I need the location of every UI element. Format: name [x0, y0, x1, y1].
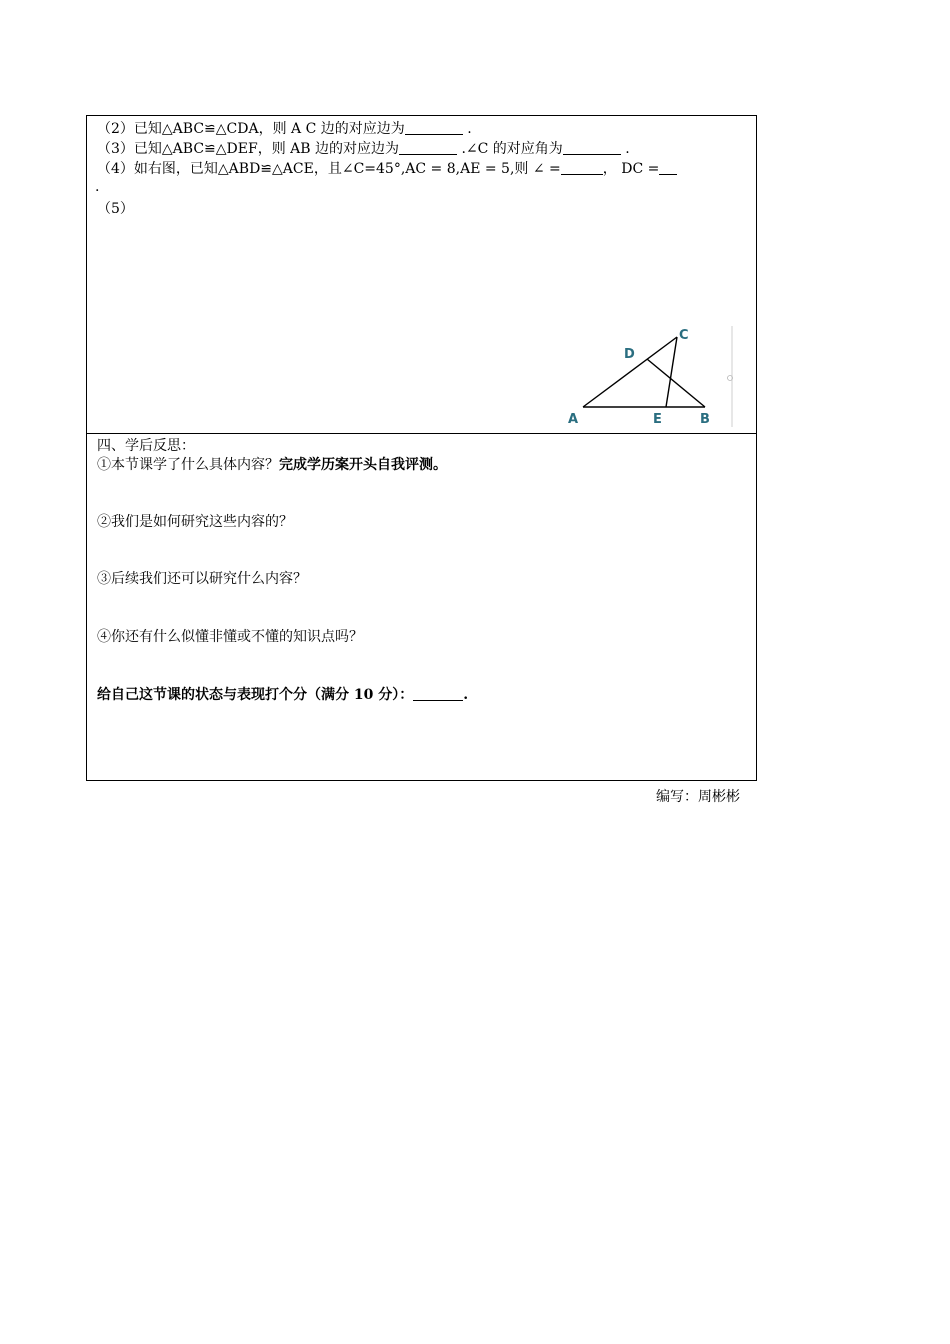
reflection-item-2: ②我们是如何研究这些内容的？: [97, 514, 293, 530]
questions-box: [86, 115, 757, 434]
answer-blank[interactable]: [563, 140, 621, 155]
answer-blank[interactable]: [405, 120, 463, 135]
question-5: （5）: [97, 201, 134, 217]
line-ec: [666, 337, 677, 407]
question-4: （4）如右图，已知△ABD≌△ACE，且∠C=45°,AC = 8,AE = 5,则 ∠ = ， DC =: [97, 160, 677, 178]
self-score: 给自己这节课的状态与表现打个分（满分 10 分）： .: [97, 687, 469, 703]
score-blank[interactable]: [413, 686, 463, 701]
line-db: [647, 359, 705, 407]
triangle-figure: [567, 322, 742, 427]
reflection-item-4: ④你还有什么似懂非懂或不懂的知识点吗？: [97, 629, 363, 645]
question-3: （3）已知△ABC≌△DEF，则 AB 边的对应边为 .∠C 的对应角为 .: [97, 141, 630, 157]
label-d: D: [624, 347, 635, 362]
label-c: C: [679, 328, 689, 343]
label-a: A: [568, 412, 579, 427]
reflection-item-1: ①本节课学了什么具体内容？完成学历案开头自我评测。: [97, 457, 447, 473]
reflection-title: 四、学后反思：: [97, 438, 195, 454]
answer-blank[interactable]: [399, 140, 457, 155]
label-e: E: [653, 412, 662, 427]
answer-blank[interactable]: [659, 160, 677, 175]
editor-credit: 编写：周彬彬: [656, 789, 740, 805]
reflection-box: [86, 433, 757, 781]
answer-blank[interactable]: [561, 160, 603, 175]
reflection-item-3: ③后续我们还可以研究什么内容？: [97, 571, 307, 587]
question-4-cont: .: [95, 179, 100, 195]
question-2: （2）已知△ABC≌△CDA，则 A C 边的对应边为 .: [97, 121, 472, 137]
label-b: B: [700, 412, 710, 427]
